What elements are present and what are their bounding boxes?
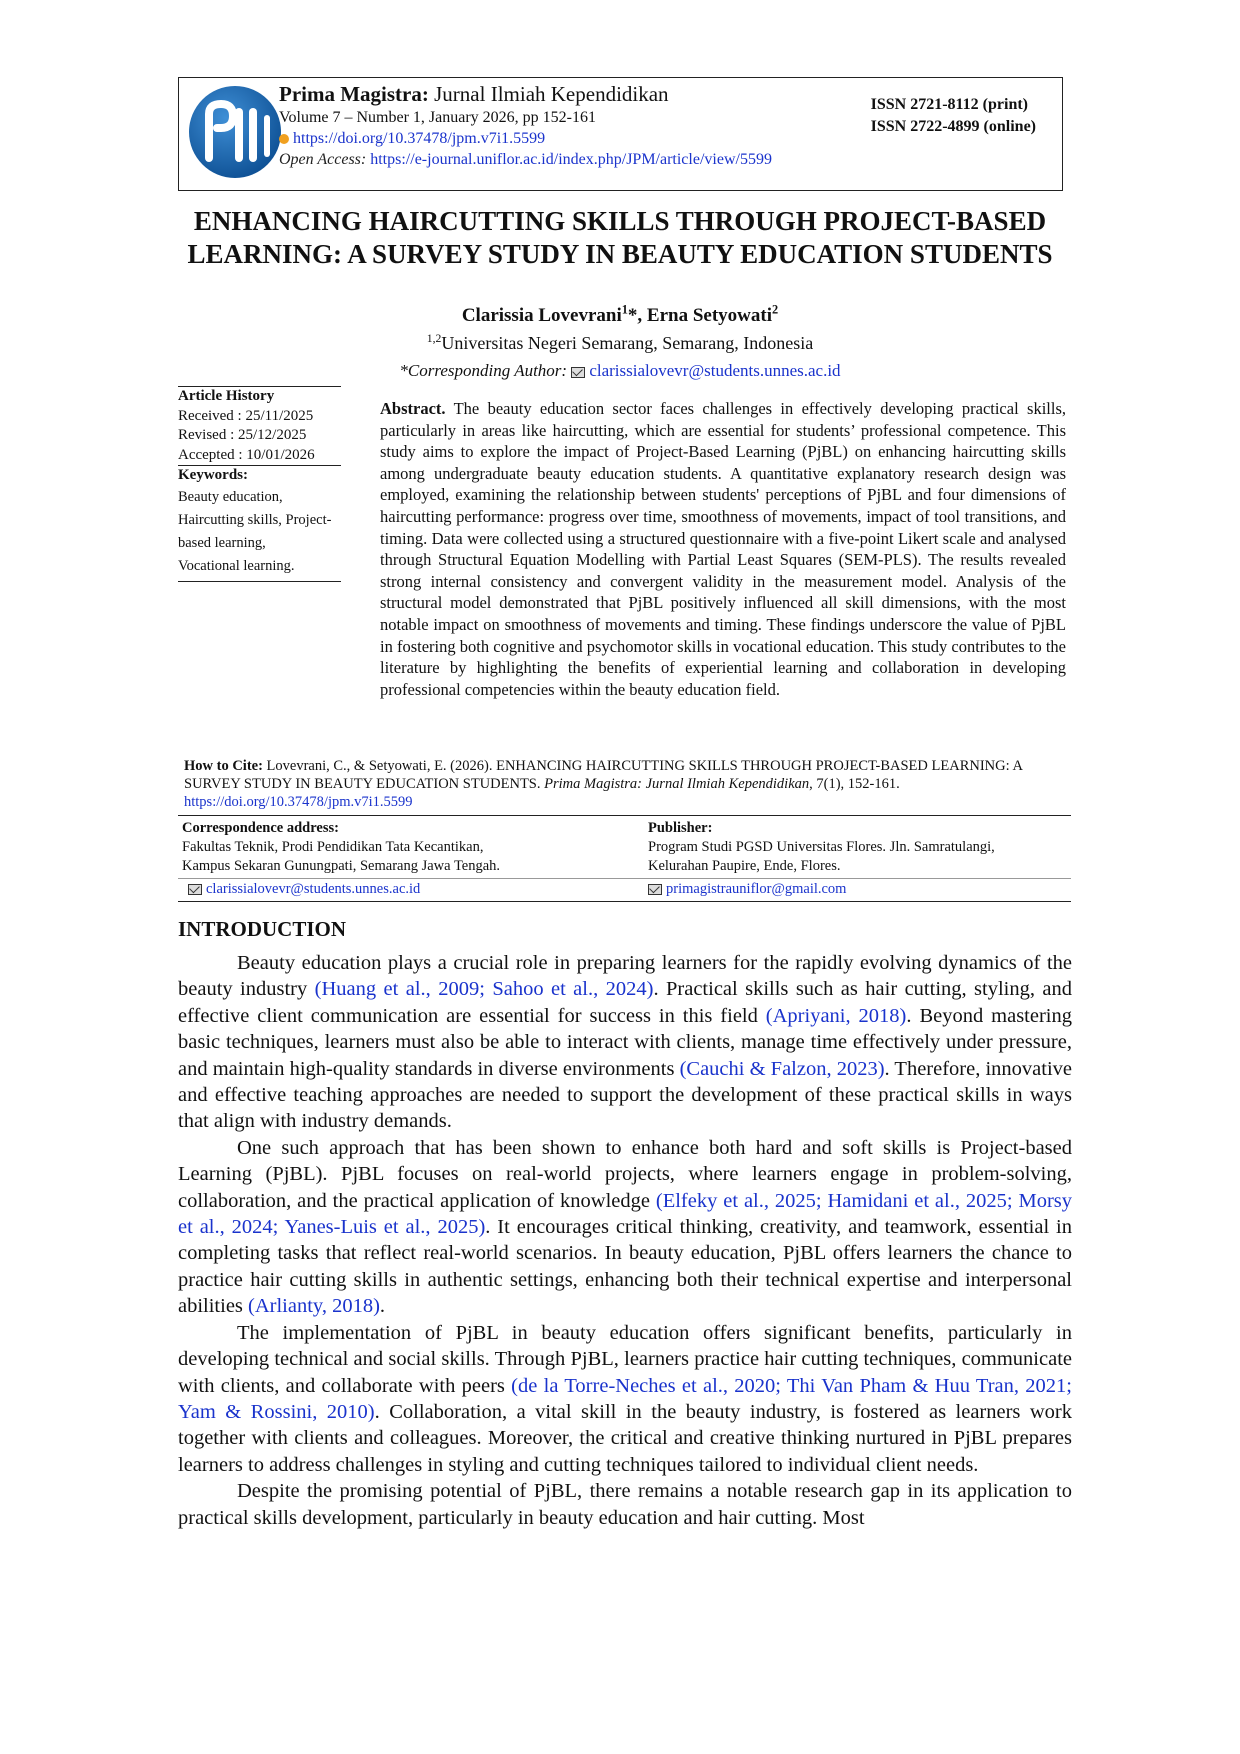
paragraph: Beauty education plays a crucial role in preparing learners for the rapidly evolving dynamics of the beauty industry (Huang et al., 2009; Sahoo et al., 2024). Practical skills such as hair cutting, styling, and effective client communication are essential for success in this field (Apriyani, 2018). Beyond mastering basic techniques, learners must also be able to interact with clients, manage time effectively under pressure, and maintain high-quality standards in diverse environments (Cauchi & Falzon, 2023). Therefore, innovative and effective teaching approaches are needed to support the development of these practical skills in ways that align with industry demands. <box>178 952 1073 1133</box>
publisher-email[interactable]: primagistrauniflor@gmail.com <box>648 880 846 899</box>
introduction-body <box>178 950 1072 1531</box>
affiliation: $^{1,2}$Universitas Negeri Semarang, Semarang, Indonesia <box>426 332 814 353</box>
open-access-line[interactable]: Open Access: https://e-journal.uniflor.ac.id/index.php/JPM/article/view/5599 <box>279 151 772 168</box>
keyword: Haircutting skills, Project- <box>178 511 332 528</box>
issn-print: ISSN 2721-8112 (print) <box>870 96 1028 113</box>
article-history: Article History Received : 25/11/2025 Revised : 25/12/2025 Accepted : 10/01/2026 Keywords: Beauty education, Haircutting skills, Project- based learning, Vocational learning. <box>178 386 341 582</box>
divider <box>178 878 1071 879</box>
journal-doi[interactable]: https://doi.org/10.37478/jpm.v7i1.5599 <box>279 128 839 149</box>
how-to-cite: How to Cite: Lovevrani, C., & Setyowati, E. (2026). ENHANCING HAIRCUTTING SKILLS THROUGH PROJECT-BASED LEARNING: A SURVEY STUDY IN BEAUTY EDUCATION STUDENTS. Prima Magistra: Jurnal Ilmiah Kependidikan, 7(1), 152-161. https://doi.org/10.37478/jpm.v7i1.5599 <box>184 758 1023 810</box>
citation-link[interactable]: (Cauchi & Falzon, 2023) <box>679 1057 885 1080</box>
keyword: Beauty education, <box>178 488 283 505</box>
article-authors: Clarissia Lovevrani$^1$*, Erna Setyowati$^2$ <box>461 302 779 326</box>
section-heading-introduction: INTRODUCTION <box>178 917 347 941</box>
keyword: Vocational learning. <box>178 557 295 574</box>
citation-link[interactable]: (Elfeky et al., 2025; Hamidani et al., 2025; Morsy et al., 2024; Yanes-Luis et al., 2025) <box>178 1189 1072 1239</box>
paragraph: The implementation of PjBL in beauty education offers significant benefits, particularly in developing technical and social skills. Through PjBL, learners practice hair cutting techniques, communicate with clients, and collaborate with peers (de la Torre-Neches et al., 2020; Thi Van Pham & Huu Tran, 2021; Yam & Rossini, 2010). Collaboration, a vital skill in the beauty industry, is fostered as learners work together with clients and colleagues. Moreover, the critical and creative thinking nurtured in PjBL prepares learners to address challenges in styling and cutting techniques tailored to individual client needs. <box>178 1321 1073 1476</box>
abstract: Abstract. The beauty education sector faces challenges in effectively developing practical skills, particularly in areas like haircutting, which are essential for students’ professional competence. This study aims to explore the impact of Project-Based Learning (PjBL) on enhancing haircutting skills among undergraduate beauty education students. A quantitative explanatory research design was employed, examining the relationship between students' perceptions of PjBL and four dimensions of haircutting performance: progress over time, smoothness of movements, impact of tool transitions, and timing. Data were collected using a structured questionnaire with a five-point Likert scale and analysed through Structural Equation Modelling with Partial Least Squares (SEM-PLS). The results revealed strong internal consistency and convergent validity in the measurement model. Analysis of the structural model demonstrated that PjBL positively influenced all skill dimensions, with the most notable impact on smoothness of movements and timing. These findings underscore the value of PjBL in fostering both cognitive and psychomotor skills in vocational education. This study contributes to the literature by highlighting the benefits of experiential learning and collaboration in developing professional competencies within the beauty education field. <box>380 399 1066 699</box>
keyword: based learning, <box>178 534 266 551</box>
publisher-address: Publisher: Program Studi PGSD Universitas Flores. Jln. Samratulangi, Kelurahan Paupire, Ende, Flores. <box>648 820 995 874</box>
doi-icon <box>279 134 289 144</box>
divider <box>178 581 341 582</box>
citation-link[interactable]: (Huang et al., 2009; Sahoo et al., 2024) <box>314 978 654 1001</box>
issn-online: ISSN 2722-4899 (online) <box>870 118 1036 135</box>
citation-link[interactable]: (Apriyani, 2018) <box>765 1004 907 1027</box>
citation-link[interactable]: (Arlianty, 2018) <box>248 1295 380 1318</box>
citation-doi-link[interactable]: https://doi.org/10.37478/jpm.v7i1.5599 <box>184 794 413 810</box>
journal-name: Prima Magistra: Jurnal Ilmiah Kependidikan <box>279 82 669 106</box>
corresponding-author: *Corresponding Author: clarissialovevr@students.unnes.ac.id <box>399 361 841 380</box>
paragraph: Despite the promising potential of PjBL, there remains a notable research gap in its application to practical skills development, particularly in beauty education and hair cutting. Most <box>178 1480 1072 1529</box>
journal-header-box <box>178 77 1063 191</box>
mail-icon <box>571 367 585 378</box>
journal-volume: Volume 7 – Number 1, January 2026, pp 152-161 <box>279 109 596 126</box>
citation-link[interactable]: (de la Torre-Neches et al., 2020; Thi Van Pham & Huu Tran, 2021; Yam & Rossini, 2010) <box>178 1374 1072 1423</box>
article-title: ENHANCING HAIRCUTTING SKILLS THROUGH PROJECT-BASED LEARNING: A SURVEY STUDY IN BEAUTY EDUCATION STUDENTS <box>187 206 1053 269</box>
issn-block <box>871 94 1036 138</box>
correspondence-address: Correspondence address: Fakultas Teknik, Prodi Pendidikan Tata Kecantikan, Kampus Sekaran Gunungpati, Semarang Jawa Tengah. <box>182 820 501 874</box>
paragraph: One such approach that has been shown to enhance both hard and soft skills is Project-based Learning (PjBL). PjBL focuses on real-world projects, where learners engage in problem-solving, collaboration, and the practical application of knowledge (Elfeky et al., 2025; Hamidani et al., 2025; Morsy et al., 2024; Yanes-Luis et al., 2025). It encourages critical thinking, creativity, and teamwork, essential in completing tasks that reflect real-world scenarios. In beauty education, PjBL offers learners the chance to practice hair cutting skills in authentic settings, enhancing both their technical expertise and interpersonal abilities (Arlianty, 2018). <box>178 1136 1072 1318</box>
mail-icon <box>648 884 662 895</box>
mail-icon <box>188 884 202 895</box>
correspondence-email[interactable]: clarissialovevr@students.unnes.ac.id <box>188 880 420 899</box>
journal-logo-icon <box>187 84 283 180</box>
corresponding-email-link[interactable]: clarissialovevr@students.unnes.ac.id <box>589 361 841 380</box>
correspondence-box <box>178 815 1071 902</box>
